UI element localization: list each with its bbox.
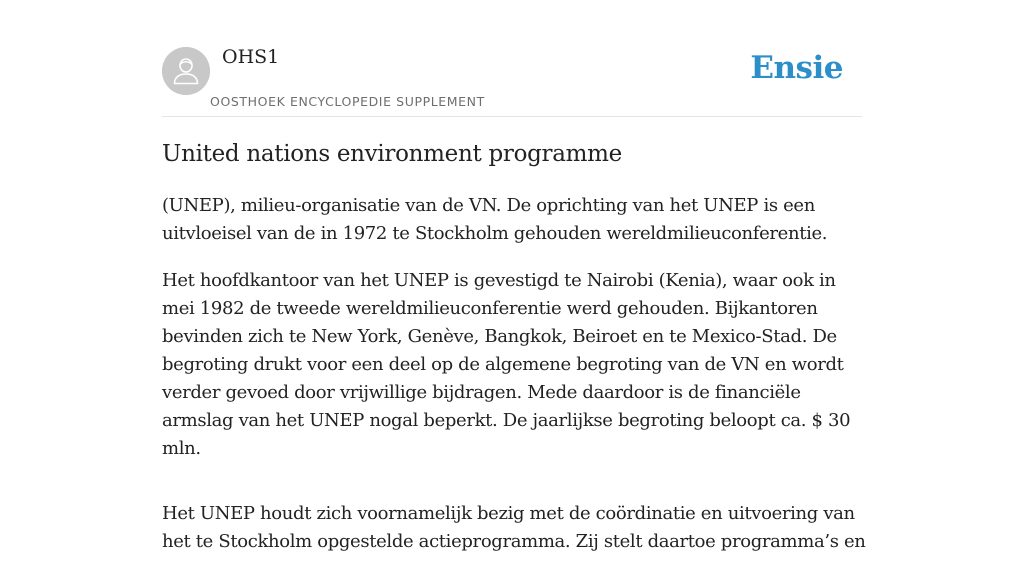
- article-paragraph-2: Het hoofdkantoor van het UNEP is gevestigd te Nairobi (Kenia), waar ook in mei 1982 de tweede wereldmilieuconferentie werd gehouden. Bijkantoren bevinden zich te New York, Genève, Bangkok, Beiroet en te Mexico-Stad. De begroting drukt voor een deel op de algemene begroting van de VN en wordt verder gevoed door vrijwillige bijdragen. Mede daardoor is de financiële armslag van het UNEP nogal beperkt. De jaarlijkse begroting beloopt ca. $ 30 mln.: [162, 270, 851, 459]
- article-body: [162, 138, 866, 575]
- user-avatar-icon[interactable]: [162, 47, 210, 95]
- source-label: OOSTHOEK ENCYCLOPEDIE SUPPLEMENT: [210, 94, 485, 109]
- user-silhouette-icon: [162, 47, 210, 95]
- page-title: United nations environment programme: [162, 141, 622, 167]
- author-name[interactable]: OHS1: [222, 46, 280, 68]
- article-paragraph-1: (UNEP), milieu-organisatie van de VN. De oprichting van het UNEP is een uitvloeisel van de in 1972 te Stockholm gehouden wereldmilieuconferentie.: [162, 195, 828, 244]
- article-paragraph-3: Het UNEP houdt zich voornamelijk bezig met de coördinatie en uitvoering van het te Stockholm opgestelde actieprogramma. Zij stelt daartoe programma’s en: [162, 503, 866, 552]
- article-header: [162, 40, 862, 117]
- ensie-logo-link[interactable]: Ensie: [750, 50, 843, 86]
